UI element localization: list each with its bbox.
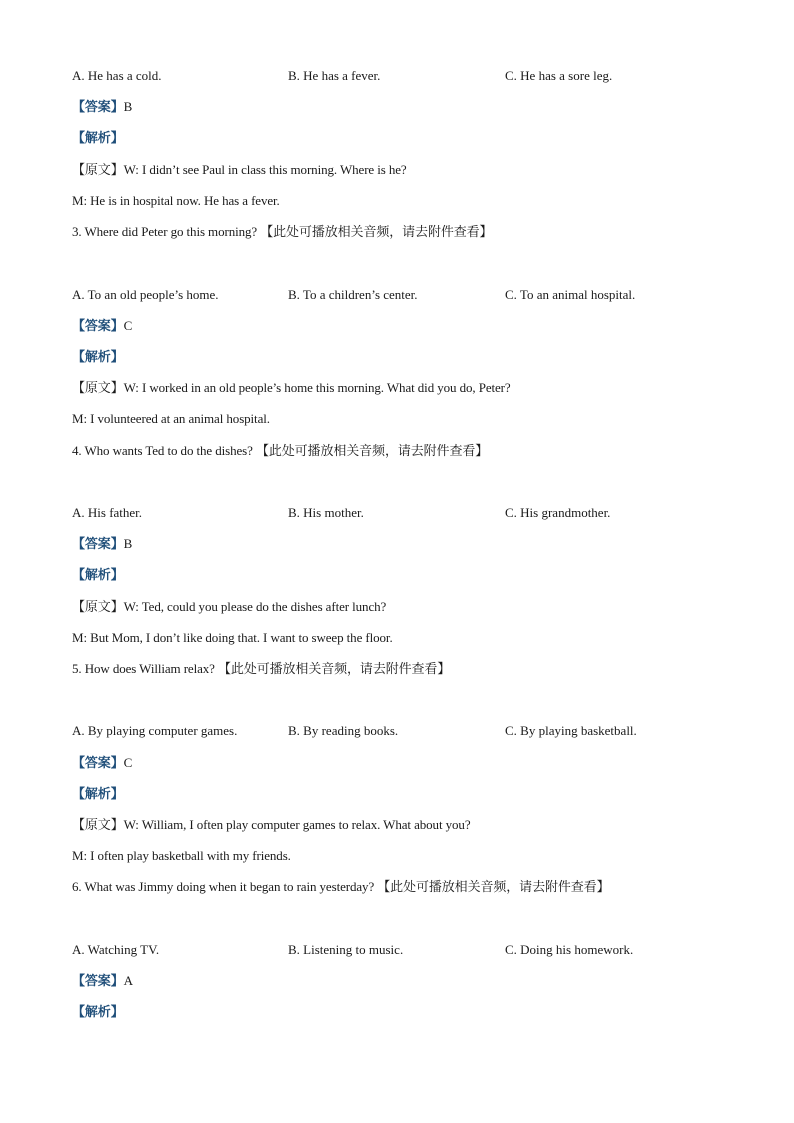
original-tag: 【原文】 bbox=[72, 818, 124, 833]
q2-analysis-line bbox=[72, 130, 124, 147]
q5-question-line bbox=[72, 661, 450, 678]
q4-analysis-line bbox=[72, 567, 124, 584]
q6-answer-line bbox=[72, 973, 133, 990]
q5-transcript-1: W: William, I often play computer games to relax. What about you? bbox=[123, 817, 471, 832]
q5-answer-line bbox=[72, 755, 132, 772]
analysis-tag: 【解析】 bbox=[72, 568, 124, 583]
q3-answer: C bbox=[123, 318, 133, 333]
q2-transcript-2: M: He is in hospital now. He has a fever. bbox=[72, 193, 280, 208]
q2-answer: B bbox=[123, 99, 133, 114]
answer-tag: 【答案】 bbox=[72, 100, 124, 115]
q5-option-a: A. By playing computer games. bbox=[72, 723, 238, 738]
q5-original-line bbox=[72, 817, 471, 834]
q2-answer-line bbox=[72, 99, 132, 116]
q3-question-line bbox=[72, 224, 492, 241]
q4-original-line bbox=[72, 599, 386, 616]
q5-answer: C bbox=[123, 755, 133, 770]
answer-tag: 【答案】 bbox=[72, 974, 124, 989]
q4-answer-line bbox=[72, 536, 132, 553]
q2-option-c: C. He has a sore leg. bbox=[505, 68, 613, 83]
q4-answer: B bbox=[123, 536, 133, 551]
q4-option-c: C. His grandmother. bbox=[505, 505, 611, 520]
q6-audio-note: 【此处可播放相关音频，请去附件查看】 bbox=[377, 880, 610, 895]
answer-tag: 【答案】 bbox=[72, 319, 124, 334]
q6-question-line bbox=[72, 879, 609, 896]
q2-transcript-1: W: I didn’t see Paul in class this morning. Where is he? bbox=[123, 162, 407, 177]
q6-analysis-line bbox=[72, 1004, 124, 1021]
q3-option-a: A. To an old people’s home. bbox=[72, 287, 219, 302]
q2-option-a: A. He has a cold. bbox=[72, 68, 162, 83]
q5-audio-note: 【此处可播放相关音频，请去附件查看】 bbox=[218, 662, 451, 677]
q6-option-a: A. Watching TV. bbox=[72, 942, 160, 957]
original-tag: 【原文】 bbox=[72, 163, 124, 178]
q3-option-b: B. To a children’s center. bbox=[288, 287, 418, 302]
q3-audio-note: 【此处可播放相关音频，请去附件查看】 bbox=[260, 225, 493, 240]
analysis-tag: 【解析】 bbox=[72, 131, 124, 146]
analysis-tag: 【解析】 bbox=[72, 787, 124, 802]
original-tag: 【原文】 bbox=[72, 381, 124, 396]
q2-option-b: B. He has a fever. bbox=[288, 68, 381, 83]
analysis-tag: 【解析】 bbox=[72, 1005, 124, 1020]
q3-original-line bbox=[72, 380, 511, 397]
q4-audio-note: 【此处可播放相关音频，请去附件查看】 bbox=[255, 444, 489, 459]
q6-question: 6. What was Jimmy doing when it began to rain yesterday? bbox=[72, 879, 375, 894]
q6-option-b: B. Listening to music. bbox=[288, 942, 404, 957]
q3-transcript-1: W: I worked in an old people’s home this morning. What did you do, Peter? bbox=[123, 380, 511, 395]
answer-tag: 【答案】 bbox=[72, 537, 124, 552]
q4-question-line bbox=[72, 443, 488, 460]
q4-transcript-2: M: But Mom, I don’t like doing that. I want to sweep the floor. bbox=[72, 630, 393, 645]
q5-question: 5. How does William relax? bbox=[72, 661, 215, 676]
q5-option-c: C. By playing basketball. bbox=[505, 723, 637, 738]
q3-answer-line bbox=[72, 318, 132, 335]
q5-transcript-2: M: I often play basketball with my friends. bbox=[72, 848, 291, 863]
q3-analysis-line bbox=[72, 349, 124, 366]
q4-question: 4. Who wants Ted to do the dishes? bbox=[72, 443, 253, 458]
q3-transcript-2: M: I volunteered at an animal hospital. bbox=[72, 411, 270, 426]
q3-option-c: C. To an animal hospital. bbox=[505, 287, 636, 302]
analysis-tag: 【解析】 bbox=[72, 350, 124, 365]
q4-option-b: B. His mother. bbox=[288, 505, 364, 520]
q3-question: 3. Where did Peter go this morning? bbox=[72, 224, 258, 239]
original-tag: 【原文】 bbox=[72, 600, 124, 615]
q6-option-c: C. Doing his homework. bbox=[505, 942, 634, 957]
q6-answer: A bbox=[123, 973, 133, 988]
answer-tag: 【答案】 bbox=[72, 756, 124, 771]
q4-transcript-1: W: Ted, could you please do the dishes after lunch? bbox=[123, 599, 387, 614]
q4-option-a: A. His father. bbox=[72, 505, 143, 520]
q5-option-b: B. By reading books. bbox=[288, 723, 399, 738]
q2-original-line bbox=[72, 162, 407, 179]
q5-analysis-line bbox=[72, 786, 124, 803]
